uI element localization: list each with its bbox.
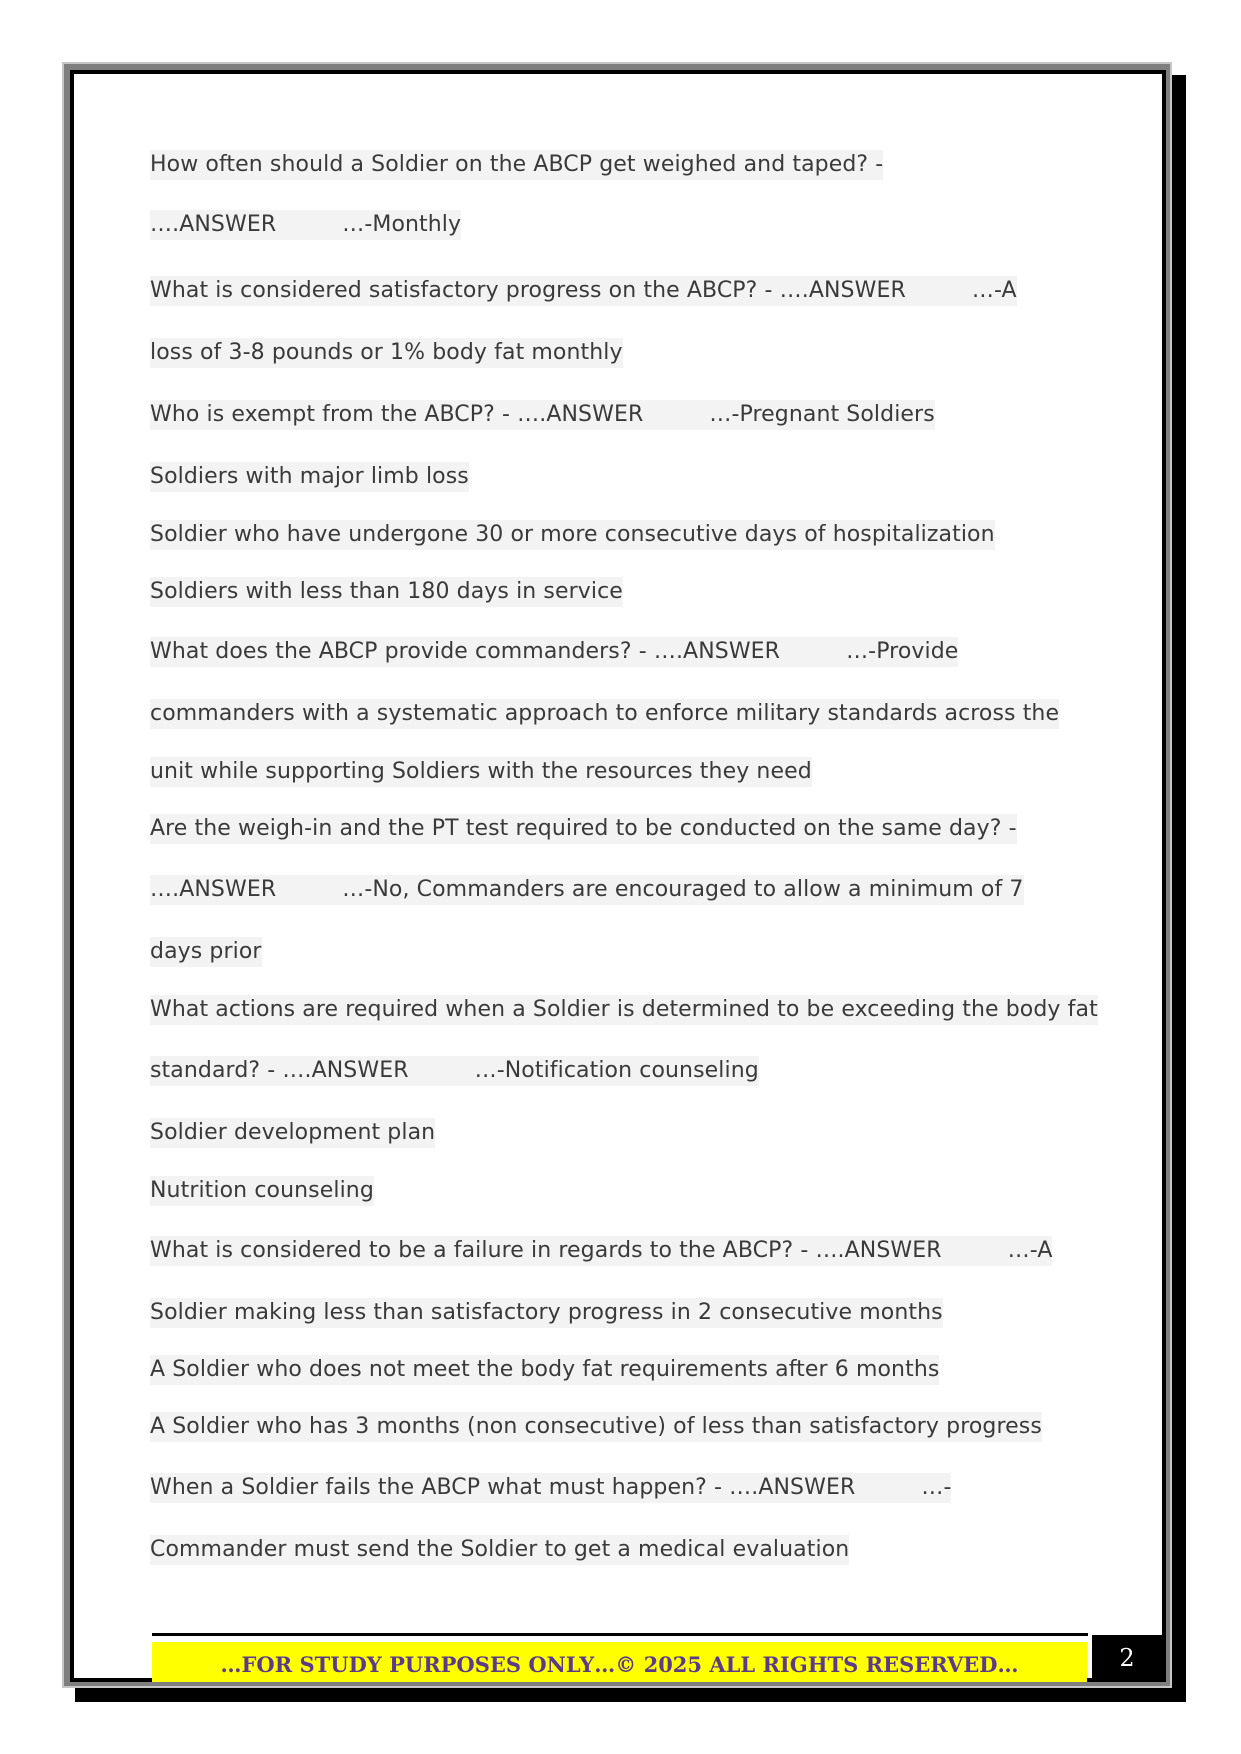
answer-exempt-hospitalization: Soldier who have undergone 30 or more consecutive days of hospitalization	[150, 520, 995, 550]
question-fails-abcp: When a Soldier fails the ABCP what must happen? - ….ANSWER …-	[150, 1473, 951, 1503]
question-weigh-frequency: How often should a Soldier on the ABCP get weighed and taped? -	[150, 150, 883, 180]
answer-development-plan: Soldier development plan	[150, 1118, 435, 1148]
answer-satisfactory-progress: loss of 3-8 pounds or 1% body fat monthly	[150, 338, 623, 368]
answer-failure-3: A Soldier who has 3 months (non consecutive) of less than satisfactory progress	[150, 1412, 1042, 1442]
answer-fails-abcp: Commander must send the Soldier to get a medical evaluation	[150, 1535, 849, 1565]
question-satisfactory-progress: What is considered satisfactory progress on the ABCP? - ….ANSWER …-A	[150, 276, 1017, 306]
question-same-day: Are the weigh-in and the PT test required to be conducted on the same day? -	[150, 814, 1017, 844]
answer-exempt-service-days: Soldiers with less than 180 days in service	[150, 577, 623, 607]
answer-same-day-cont: days prior	[150, 937, 262, 967]
answer-commanders-1: commanders with a systematic approach to enforce military standards across the	[150, 699, 1059, 729]
question-actions-required: What actions are required when a Soldier is determined to be exceeding the body fat	[150, 995, 1098, 1025]
question-exempt: Who is exempt from the ABCP? - ….ANSWER …-Pregnant Soldiers	[150, 400, 935, 430]
question-commanders: What does the ABCP provide commanders? - ….ANSWER …-Provide	[150, 637, 958, 667]
answer-weigh-frequency: ….ANSWER …-Monthly	[150, 210, 461, 240]
footer-notice: …FOR STUDY PURPOSES ONLY…© 2025 ALL RIGHTS RESERVED…	[152, 1642, 1087, 1682]
answer-failure-1: Soldier making less than satisfactory progress in 2 consecutive months	[150, 1298, 943, 1328]
footer-divider	[152, 1633, 1088, 1636]
answer-exempt-limb-loss: Soldiers with major limb loss	[150, 462, 469, 492]
answer-nutrition-counseling: Nutrition counseling	[150, 1176, 374, 1206]
answer-same-day: ….ANSWER …-No, Commanders are encouraged to allow a minimum of 7	[150, 875, 1024, 905]
page-number: 2	[1092, 1635, 1162, 1682]
question-failure: What is considered to be a failure in regards to the ABCP? - ….ANSWER …-A	[150, 1236, 1052, 1266]
answer-commanders-2: unit while supporting Soldiers with the resources they need	[150, 757, 812, 787]
answer-failure-2: A Soldier who does not meet the body fat requirements after 6 months	[150, 1355, 939, 1385]
answer-actions-required: standard? - ….ANSWER …-Notification counseling	[150, 1056, 759, 1086]
